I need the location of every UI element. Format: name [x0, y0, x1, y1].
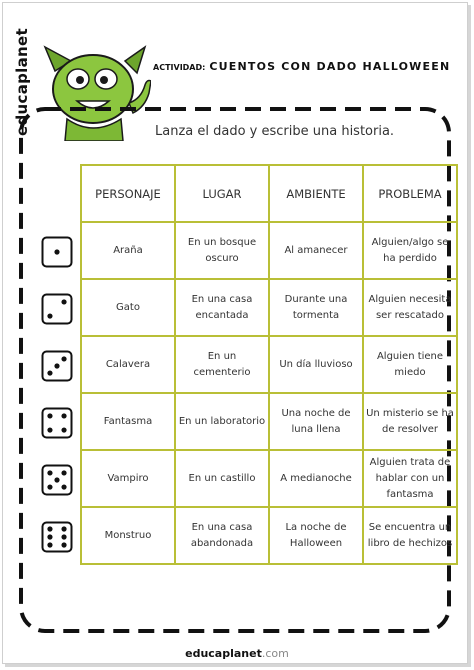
cell-problema: Se encuentra un libro de hechizos — [363, 507, 457, 564]
cell-personaje: Monstruo — [81, 507, 175, 564]
column-header-ambiente: AMBIENTE — [269, 165, 363, 222]
cell-lugar: En un bosque oscuro — [175, 222, 269, 279]
column-header-problema: PROBLEMA — [363, 165, 457, 222]
cell-personaje: Vampiro — [81, 450, 175, 507]
footer-domain: .com — [261, 647, 289, 660]
activity-label: ACTIVIDAD: — [153, 63, 206, 72]
cell-lugar: En un laboratorio — [175, 393, 269, 450]
activity-title: CUENTOS CON DADO HALLOWEEN — [209, 60, 451, 73]
instruction-text: Lanza el dado y escribe una historia. — [155, 124, 395, 139]
die-face-2-icon — [41, 293, 73, 325]
die-face-4-icon — [41, 407, 73, 439]
worksheet-page — [2, 2, 468, 664]
cell-lugar: En un cementerio — [175, 336, 269, 393]
activity-header — [153, 55, 450, 74]
footer-brand — [3, 647, 471, 660]
cell-ambiente: La noche de Halloween — [269, 507, 363, 564]
table-header-row — [81, 165, 457, 222]
die-face-6-icon — [41, 521, 73, 553]
cell-problema: Alguien necesita ser rescatado — [363, 279, 457, 336]
cell-personaje: Fantasma — [81, 393, 175, 450]
cell-ambiente: Durante una tormenta — [269, 279, 363, 336]
cell-ambiente: A medianoche — [269, 450, 363, 507]
story-dice-table — [80, 164, 458, 565]
die-face-3-icon — [41, 350, 73, 382]
column-header-lugar: LUGAR — [175, 165, 269, 222]
footer-brand-name: educaplanet — [185, 647, 262, 660]
table-row — [81, 450, 457, 507]
cell-lugar: En un castillo — [175, 450, 269, 507]
cell-ambiente: Un día lluvioso — [269, 336, 363, 393]
table-row — [81, 336, 457, 393]
cell-ambiente: Una noche de luna llena — [269, 393, 363, 450]
die-face-1-icon — [41, 236, 73, 268]
cell-personaje: Calavera — [81, 336, 175, 393]
table-row — [81, 393, 457, 450]
cell-problema: Un misterio se ha de resolver — [363, 393, 457, 450]
table-row — [81, 507, 457, 564]
die-face-5-icon — [41, 464, 73, 496]
cell-lugar: En una casa encantada — [175, 279, 269, 336]
cell-personaje: Gato — [81, 279, 175, 336]
cell-personaje: Araña — [81, 222, 175, 279]
cell-problema: Alguien trata de hablar con un fantasma — [363, 450, 457, 507]
cell-problema: Alguien tiene miedo — [363, 336, 457, 393]
table-row — [81, 222, 457, 279]
column-header-personaje: PERSONAJE — [81, 165, 175, 222]
cell-problema: Alguien/algo se ha perdido — [363, 222, 457, 279]
cell-ambiente: Al amanecer — [269, 222, 363, 279]
cell-lugar: En una casa abandonada — [175, 507, 269, 564]
table-row — [81, 279, 457, 336]
brand-name: educaplanet — [13, 28, 31, 136]
